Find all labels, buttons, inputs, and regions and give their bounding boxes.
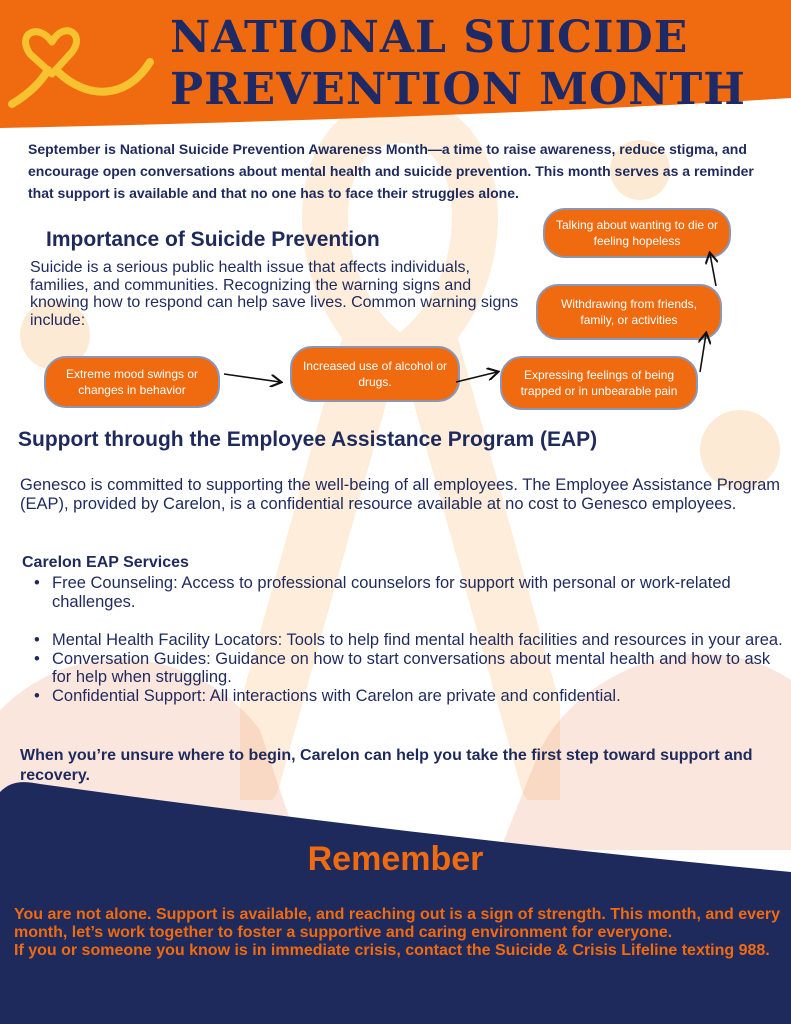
list-item: • Mental Health Facility Locators: Tools to help find mental health facilities and resources in your area. [34,631,784,650]
closing-statement: When you’re unsure where to begin, Carelon can help you take the first step toward support and recovery. [20,747,753,784]
remember-body [14,906,784,960]
warning-sign-mood-swings: Extreme mood swings or changes in behavior [44,356,220,408]
page-title [170,12,746,116]
importance-heading: Importance of Suicide Prevention [46,228,380,251]
ribbon-heart-icon [8,12,158,122]
title-line-2: PREVENTION MONTH [170,64,746,115]
importance-body: Suicide is a serious public health issue that affects individuals, families, and communities. Recognizing the warning signs and knowing how to respond can help save lives. Common warning signs include: [30,259,519,329]
warning-sign-hopeless: Talking about wanting to die or feeling hopeless [543,208,731,258]
remember-heading: Remember [307,840,484,878]
eap-body: Genesco is committed to supporting the well-being of all employees. The Employee Assistance Program (EAP), provided by Carelon, is a confidential resource available at no cost to Genesco employees. [20,476,780,513]
remember-line-2: If you or someone you know is in immediate crisis, contact the Suicide & Crisis Lifeline texting 988. [14,942,770,959]
eap-heading: Support through the Employee Assistance Program (EAP) [18,428,598,451]
warning-sign-substance-use: Increased use of alcohol or drugs. [290,346,460,402]
intro-paragraph: September is National Suicide Prevention Awareness Month—a time to raise awareness, reduce stigma, and encourage open conversations about mental health and suicide prevention. This month serves as a reminder that support is available and that no one has to face their struggles alone. [28,141,754,201]
warning-sign-trapped: Expressing feelings of being trapped or in unbearable pain [500,356,698,410]
services-heading: Carelon EAP Services [22,554,189,571]
remember-line-1: You are not alone. Support is available, and reaching out is a sign of strength. This month, and every month, let’s work together to foster a supportive and caring environment for everyone. [14,906,781,941]
list-item: • Conversation Guides: Guidance on how to start conversations about mental health and how to ask for help when struggling. [34,650,784,687]
list-item: • Free Counseling: Access to professional counselors for support with personal or work-related challenges. [34,574,784,611]
title-line-1: NATIONAL SUICIDE [170,12,689,63]
footer-banner [0,780,791,1024]
services-list [34,574,784,705]
list-item: • Confidential Support: All interactions with Carelon are private and confidential. [34,687,784,706]
warning-sign-withdrawing: Withdrawing from friends, family, or activities [536,284,722,340]
